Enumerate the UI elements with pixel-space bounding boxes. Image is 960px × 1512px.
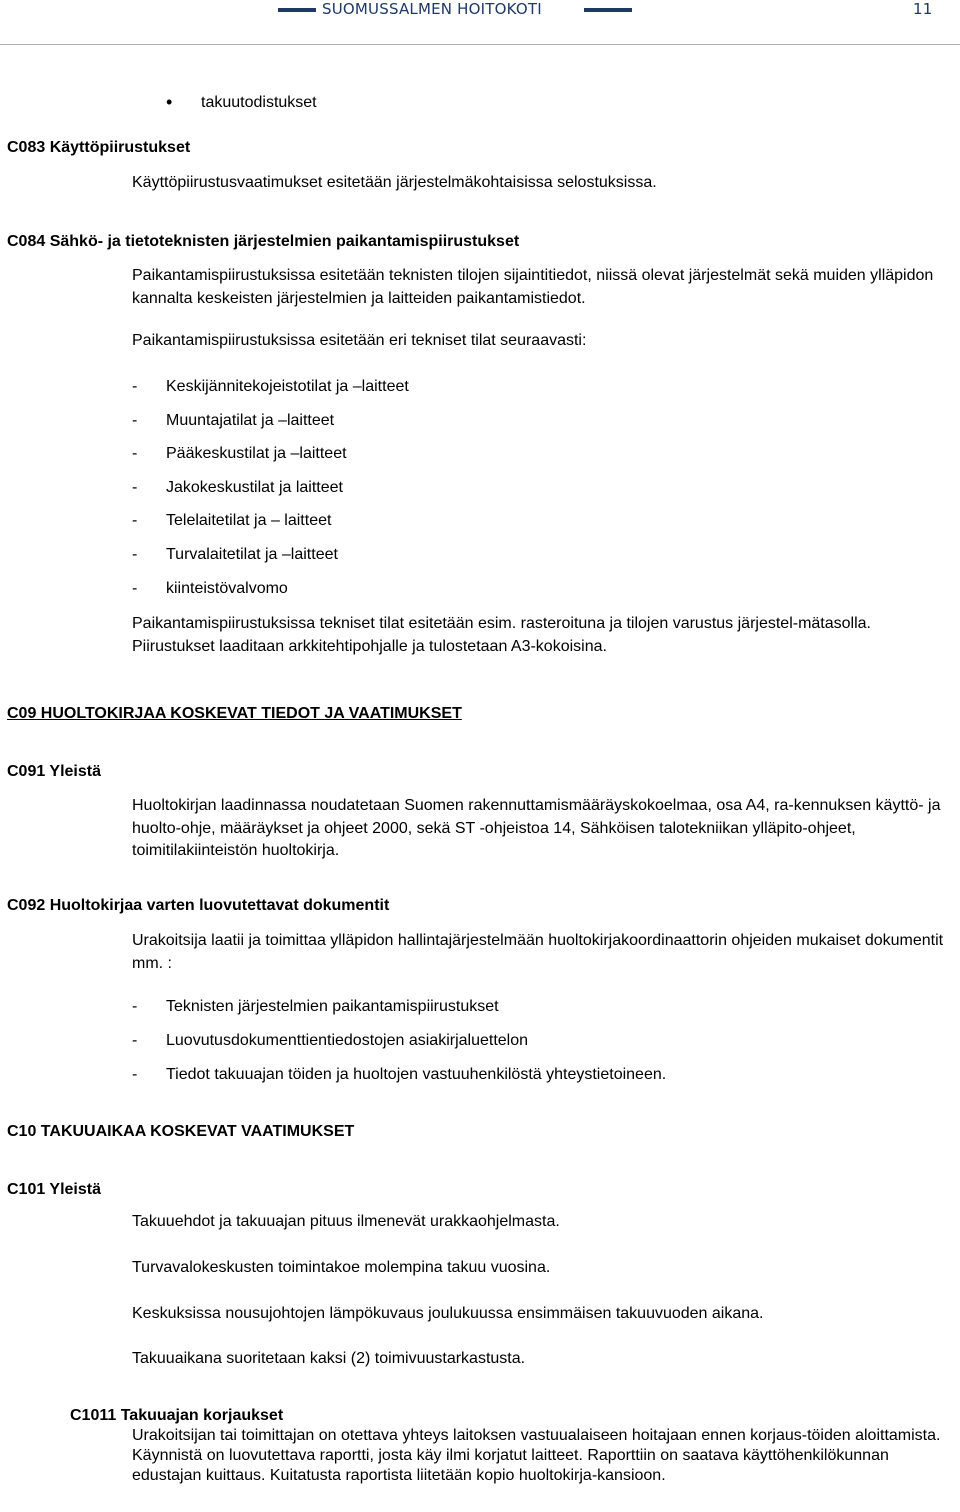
- header-bar-left: [278, 8, 316, 12]
- header-rule: [0, 44, 960, 45]
- c101-line-2: Turvavalokeskusten toimintakoe molempina takuu vuosina.: [132, 1259, 551, 1276]
- c083-text: Käyttöpiirustusvaatimukset esitetään järjestelmäkohtaisissa selostuksissa.: [132, 174, 657, 191]
- c101-line-4: Takuuaikana suoritetaan kaksi (2) toimivuustarkastusta.: [132, 1350, 526, 1367]
- c101-line-3: Keskuksissa nousujohtojen lämpökuvaus joulukuussa ensimmäisen takuuvuoden aikana.: [132, 1305, 764, 1322]
- c084-paragraph-2: Paikantamispiirustuksissa esitetään eri tekniset tilat seuraavasti:: [132, 332, 587, 349]
- list-item: - Pääkeskustilat ja –laitteet: [132, 445, 347, 462]
- header-title: SUOMUSSALMEN HOITOKOTI: [322, 0, 542, 18]
- bullet-dot-icon: •: [166, 92, 173, 112]
- section-heading-c1011: C1011 Takuuajan korjaukset: [70, 1407, 284, 1424]
- c1011-text: Urakoitsijan tai toimittajan on otettava yhteys laitoksen vastuualaiseen hoitajaan ennen korjaus-töiden aloittamista. Käynnistä on luovutettava raportti, josta käy ilmi korjatut laitteet. Raporttiin on saatava käyttöhenkilökunnan edustajan kuittaus. Kuitatusta raportista liitetään kopio huoltokirja-kansioon.: [132, 1427, 941, 1484]
- section-heading-c083: C083 Käyttöpiirustukset: [7, 139, 191, 156]
- list-item: - Luovutusdokumenttientiedostojen asiakirjaluettelon: [132, 1032, 529, 1049]
- list-item: - Jakokeskustilat ja laitteet: [132, 479, 343, 496]
- section-heading-c084: C084 Sähkö- ja tietoteknisten järjestelmien paikantamispiirustukset: [7, 233, 520, 250]
- bullet-item: takuutodistukset: [201, 94, 317, 111]
- list-item: - kiinteistövalvomo: [132, 580, 288, 597]
- section-heading-c09: C09 HUOLTOKIRJAA KOSKEVAT TIEDOT JA VAATIMUKSET: [7, 705, 462, 722]
- c091-text: Huoltokirjan laadinnassa noudatetaan Suomen rakennuttamismääräyskokoelmaa, osa A4, ra-kennuksen käyttö- ja huolto-ohje, määräykset ja ohjeet 2000, sekä ST -ohjeistoa 14, Sähköisen talotekniikan ylläpito-ohjeet, toimitilakiinteistön huoltokirja.: [132, 797, 941, 859]
- list-item: - Muuntajatilat ja –laitteet: [132, 412, 335, 429]
- section-heading-c101: C101 Yleistä: [7, 1181, 101, 1198]
- list-item: - Telelaitetilat ja – laitteet: [132, 512, 332, 529]
- c092-text: Urakoitsija laatii ja toimittaa ylläpidon hallintajärjestelmään huoltokirjakoordinaattorin ohjeiden mukaiset dokumentit mm. :: [132, 932, 944, 972]
- header-bar-right: [584, 8, 632, 12]
- section-heading-c092: C092 Huoltokirjaa varten luovutettavat dokumentit: [7, 897, 390, 914]
- list-item: - Turvalaitetilat ja –laitteet: [132, 546, 338, 563]
- list-item: - Teknisten järjestelmien paikantamispiirustukset: [132, 998, 499, 1015]
- c084-paragraph-3: Paikantamispiirustuksissa tekniset tilat esitetään esim. rasteroituna ja tilojen varustus järjestel-mätasolla. Piirustukset laaditaan arkkitehtipohjalle ja tulostetaan A3-kokoisina.: [132, 615, 871, 655]
- c084-paragraph-1: Paikantamispiirustuksissa esitetään teknisten tilojen sijaintitiedot, niissä olevat järjestelmät sekä muiden ylläpidon kannalta keskeisten järjestelmien ja laitteiden paikantamistiedot.: [132, 267, 934, 307]
- c101-line-1: Takuuehdot ja takuuajan pituus ilmenevät urakkaohjelmasta.: [132, 1213, 560, 1230]
- page-number: 11: [913, 0, 933, 18]
- section-heading-c091: C091 Yleistä: [7, 763, 101, 780]
- list-item: - Tiedot takuuajan töiden ja huoltojen vastuuhenkilöstä yhteystietoineen.: [132, 1066, 667, 1083]
- section-heading-c10: C10 TAKUUAIKAA KOSKEVAT VAATIMUKSET: [7, 1123, 355, 1140]
- list-item: - Keskijännitekojeistotilat ja –laitteet: [132, 378, 409, 395]
